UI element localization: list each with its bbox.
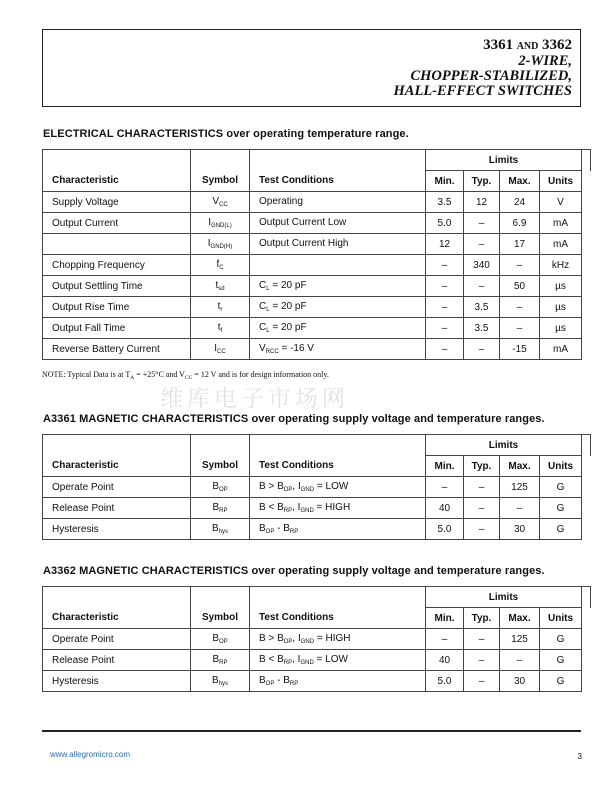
test-condition-subscript: RP xyxy=(289,681,299,687)
part-number-1: 3361 xyxy=(483,37,514,53)
test-condition-rest: = 20 pF xyxy=(269,301,307,312)
col-typ: Typ. xyxy=(464,608,500,629)
test-condition-part: - B xyxy=(274,523,290,534)
test-condition-part: = LOW xyxy=(313,654,348,665)
test-condition-part: B < B xyxy=(259,502,284,513)
test-condition-cell xyxy=(250,339,426,360)
test-condition-part: = HIGH xyxy=(313,502,351,513)
test-condition-rest: = -16 V xyxy=(278,343,314,354)
min-cell: 5.0 xyxy=(426,519,464,540)
symbol-cell xyxy=(191,234,250,255)
symbol-subscript: RP xyxy=(219,508,228,514)
table-row xyxy=(43,671,591,692)
symbol-subscript: GND(H) xyxy=(210,244,233,250)
symbol-main: I xyxy=(214,343,218,354)
characteristic-cell: Release Point xyxy=(43,498,191,519)
table-row xyxy=(43,213,591,234)
symbol-cell xyxy=(191,477,250,498)
col-characteristic: Characteristic xyxy=(43,171,191,192)
min-cell: 40 xyxy=(426,498,464,519)
characteristic-cell: Hysteresis xyxy=(43,519,191,540)
max-cell: 30 xyxy=(500,519,540,540)
characteristic-cell: Output Rise Time xyxy=(43,297,191,318)
typ-cell: – xyxy=(464,213,500,234)
test-condition-part: , I xyxy=(292,633,301,644)
electrical-table xyxy=(42,149,591,360)
test-condition-text: C xyxy=(259,280,267,291)
table-row xyxy=(43,629,591,650)
col-typ: Typ. xyxy=(464,456,500,477)
symbol-main: I xyxy=(207,238,211,249)
units-cell: V xyxy=(540,192,582,213)
typ-cell: – xyxy=(464,234,500,255)
units-cell: mA xyxy=(540,213,582,234)
table-row xyxy=(43,297,591,318)
min-cell: – xyxy=(426,629,464,650)
test-condition-part: B > B xyxy=(259,633,284,644)
test-condition-part: B < B xyxy=(259,654,284,665)
test-condition-cell xyxy=(250,255,426,276)
table-row xyxy=(43,255,591,276)
symbol-subscript: C xyxy=(219,265,224,271)
test-condition-subscript: RCC xyxy=(265,349,279,355)
test-condition-cell xyxy=(250,192,426,213)
symbol-subscript: hys xyxy=(218,529,228,535)
header-line-3: CHOPPER-STABILIZED, xyxy=(410,68,572,84)
min-cell: – xyxy=(426,255,464,276)
test-condition-subscript: GND xyxy=(300,660,314,666)
typ-cell: 3.5 xyxy=(464,318,500,339)
min-cell: – xyxy=(426,318,464,339)
test-condition-part: = LOW xyxy=(314,481,349,492)
units-cell: µs xyxy=(540,297,582,318)
test-condition-subscript: OP xyxy=(283,487,293,493)
test-condition-subscript: L xyxy=(266,307,270,313)
min-cell: – xyxy=(426,339,464,360)
symbol-cell xyxy=(191,339,250,360)
symbol-main: V xyxy=(212,196,219,207)
characteristic-cell: Output Current xyxy=(43,213,191,234)
test-condition-cell xyxy=(250,318,426,339)
symbol-main: B xyxy=(212,654,220,665)
symbol-cell xyxy=(191,671,250,692)
symbol-cell xyxy=(191,318,250,339)
test-condition-cell xyxy=(250,519,426,540)
col-test-conditions: Test Conditions xyxy=(250,171,426,192)
symbol-subscript: OP xyxy=(219,639,228,645)
symbol-main: B xyxy=(211,523,219,534)
limits-header: Limits xyxy=(426,435,582,456)
table-row xyxy=(43,318,591,339)
characteristic-cell: Hysteresis xyxy=(43,671,191,692)
table-row xyxy=(43,192,591,213)
test-condition-subscript: RP xyxy=(289,529,299,535)
typ-cell: – xyxy=(464,339,500,360)
col-symbol: Symbol xyxy=(191,456,250,477)
test-condition-cell xyxy=(250,629,426,650)
col-symbol: Symbol xyxy=(191,171,250,192)
symbol-main: I xyxy=(208,217,212,228)
typ-cell: – xyxy=(464,650,500,671)
watermark: 维库电子市场网 xyxy=(160,386,349,412)
col-min: Min. xyxy=(426,456,464,477)
table-row xyxy=(43,519,591,540)
max-cell: 30 xyxy=(500,671,540,692)
test-condition-part: , I xyxy=(292,502,301,513)
col-characteristic: Characteristic xyxy=(43,608,191,629)
test-condition-cell xyxy=(250,276,426,297)
test-condition-text: C xyxy=(259,301,267,312)
max-cell: – xyxy=(500,318,540,339)
typ-cell: – xyxy=(464,519,500,540)
symbol-main: t xyxy=(215,280,219,291)
table-row xyxy=(43,339,591,360)
symbol-cell xyxy=(191,650,250,671)
test-condition-part: B xyxy=(259,523,266,534)
min-cell: 5.0 xyxy=(426,671,464,692)
units-cell: G xyxy=(540,671,582,692)
table-row xyxy=(43,650,591,671)
symbol-main: t xyxy=(217,301,221,312)
symbol-cell xyxy=(191,498,250,519)
symbol-subscript: GND(L) xyxy=(211,223,232,229)
header-title xyxy=(394,38,572,99)
min-cell: 3.5 xyxy=(426,192,464,213)
min-cell: 12 xyxy=(426,234,464,255)
table-row xyxy=(43,477,591,498)
col-test-conditions: Test Conditions xyxy=(250,608,426,629)
part-number-2: 3362 xyxy=(542,37,572,53)
characteristic-cell: Operate Point xyxy=(43,629,191,650)
col-characteristic: Characteristic xyxy=(43,456,191,477)
max-cell: 50 xyxy=(500,276,540,297)
test-condition-subscript: OP xyxy=(265,529,275,535)
typ-cell: – xyxy=(464,629,500,650)
max-cell: 6.9 xyxy=(500,213,540,234)
symbol-subscript: sd xyxy=(218,286,225,292)
a3361-table xyxy=(42,434,591,540)
units-cell: G xyxy=(540,519,582,540)
col-min: Min. xyxy=(426,171,464,192)
test-condition-subscript: GND xyxy=(300,639,315,645)
units-cell: G xyxy=(540,629,582,650)
test-condition-subscript: OP xyxy=(265,681,275,687)
test-condition-cell xyxy=(250,297,426,318)
col-min: Min. xyxy=(426,608,464,629)
test-condition-cell xyxy=(250,498,426,519)
electrical-section-title: ELECTRICAL CHARACTERISTICS over operating temperature range. xyxy=(43,128,409,140)
test-condition-subscript: GND xyxy=(300,487,315,493)
characteristic-cell: Output Settling Time xyxy=(43,276,191,297)
min-cell: – xyxy=(426,477,464,498)
max-cell: 17 xyxy=(500,234,540,255)
typ-cell: – xyxy=(464,671,500,692)
symbol-cell xyxy=(191,213,250,234)
symbol-subscript: f xyxy=(220,328,223,334)
characteristic-cell: Operate Point xyxy=(43,477,191,498)
col-max: Max. xyxy=(500,608,540,629)
max-cell: 125 xyxy=(500,629,540,650)
typ-cell: 3.5 xyxy=(464,297,500,318)
max-cell: – xyxy=(500,255,540,276)
symbol-subscript: CC xyxy=(219,202,228,208)
characteristic-cell: Supply Voltage xyxy=(43,192,191,213)
test-condition-part: - B xyxy=(274,675,290,686)
test-condition-cell xyxy=(250,650,426,671)
max-cell: 24 xyxy=(500,192,540,213)
symbol-main: B xyxy=(212,502,220,513)
symbol-subscript: r xyxy=(220,307,223,313)
max-cell: – xyxy=(500,297,540,318)
typical-data-note: NOTE: Typical Data is at $T_A = +25^\circ C$ and $V_{CC} = 12$ V and is for design information only. xyxy=(42,370,329,381)
test-condition-rest: = 20 pF xyxy=(269,280,307,291)
footer-rule xyxy=(42,730,581,732)
document-header xyxy=(42,29,581,107)
characteristic-cell: Release Point xyxy=(43,650,191,671)
header-line-2: 2-WIRE, xyxy=(518,53,572,69)
symbol-main: t xyxy=(217,322,221,333)
symbol-cell xyxy=(191,192,250,213)
test-condition-cell xyxy=(250,213,426,234)
table-row xyxy=(43,276,591,297)
test-condition-subscript: RP xyxy=(283,508,293,514)
test-condition-cell xyxy=(250,234,426,255)
characteristic-cell: Chopping Frequency xyxy=(43,255,191,276)
characteristic-cell xyxy=(43,234,191,255)
footer-url[interactable]: www.allegromicro.com xyxy=(50,750,131,759)
table-row xyxy=(43,498,591,519)
col-symbol: Symbol xyxy=(191,608,250,629)
col-max: Max. xyxy=(500,456,540,477)
typ-cell: – xyxy=(464,498,500,519)
units-cell: µs xyxy=(540,276,582,297)
test-condition-part: , I xyxy=(292,654,301,665)
symbol-subscript: OP xyxy=(219,487,228,493)
col-units: Units xyxy=(540,608,582,629)
test-condition-text: Output Current High xyxy=(259,238,349,249)
min-cell: 5.0 xyxy=(426,213,464,234)
test-condition-text: V xyxy=(259,343,266,354)
test-condition-text: C xyxy=(259,322,267,333)
symbol-main: B xyxy=(211,675,219,686)
symbol-cell xyxy=(191,297,250,318)
limits-header: Limits xyxy=(426,150,582,171)
min-cell: 40 xyxy=(426,650,464,671)
page-number: 3 xyxy=(577,752,582,761)
symbol-main: B xyxy=(212,481,219,492)
typ-cell: 12 xyxy=(464,192,500,213)
units-cell: mA xyxy=(540,339,582,360)
test-condition-part: B > B xyxy=(259,481,284,492)
max-cell: 125 xyxy=(500,477,540,498)
a3361-section-title: A3361 MAGNETIC CHARACTERISTICS over operating supply voltage and temperature ranges. xyxy=(43,413,545,425)
test-condition-text: Output Current Low xyxy=(259,217,347,228)
test-condition-cell xyxy=(250,477,426,498)
typ-cell: – xyxy=(464,477,500,498)
units-cell: G xyxy=(540,477,582,498)
test-condition-subscript: L xyxy=(266,286,270,292)
characteristic-cell: Reverse Battery Current xyxy=(43,339,191,360)
characteristic-cell: Output Fall Time xyxy=(43,318,191,339)
header-line-4: HALL-EFFECT SWITCHES xyxy=(393,83,572,99)
symbol-cell xyxy=(191,255,250,276)
units-cell: G xyxy=(540,498,582,519)
symbol-cell xyxy=(191,519,250,540)
max-cell: – xyxy=(500,650,540,671)
typ-cell: 340 xyxy=(464,255,500,276)
header-and: AND xyxy=(516,41,539,52)
table-row xyxy=(43,234,591,255)
units-cell: µs xyxy=(540,318,582,339)
col-max: Max. xyxy=(500,171,540,192)
test-condition-cell xyxy=(250,671,426,692)
test-condition-subscript: RP xyxy=(283,660,293,666)
symbol-subscript: hys xyxy=(218,681,228,687)
col-units: Units xyxy=(540,456,582,477)
symbol-subscript: RP xyxy=(219,660,228,666)
col-units: Units xyxy=(540,171,582,192)
min-cell: – xyxy=(426,276,464,297)
units-cell: kHz xyxy=(540,255,582,276)
test-condition-part: B xyxy=(259,675,266,686)
a3362-table xyxy=(42,586,591,692)
symbol-subscript: CC xyxy=(217,349,226,355)
test-condition-subscript: L xyxy=(266,328,270,334)
symbol-cell xyxy=(191,276,250,297)
symbol-cell xyxy=(191,629,250,650)
max-cell: – xyxy=(500,498,540,519)
typ-cell: – xyxy=(464,276,500,297)
a3362-section-title: A3362 MAGNETIC CHARACTERISTICS over operating supply voltage and temperature ranges. xyxy=(43,565,545,577)
test-condition-rest: = 20 pF xyxy=(269,322,307,333)
min-cell: – xyxy=(426,297,464,318)
symbol-main: f xyxy=(216,259,220,270)
col-test-conditions: Test Conditions xyxy=(250,456,426,477)
max-cell: -15 xyxy=(500,339,540,360)
test-condition-text: Operating xyxy=(259,196,303,207)
symbol-main: B xyxy=(212,633,219,644)
units-cell: G xyxy=(540,650,582,671)
test-condition-part: = HIGH xyxy=(314,633,351,644)
test-condition-subscript: GND xyxy=(300,508,314,514)
units-cell: mA xyxy=(540,234,582,255)
test-condition-subscript: OP xyxy=(283,639,293,645)
test-condition-part: , I xyxy=(292,481,301,492)
limits-header: Limits xyxy=(426,587,582,608)
col-typ: Typ. xyxy=(464,171,500,192)
